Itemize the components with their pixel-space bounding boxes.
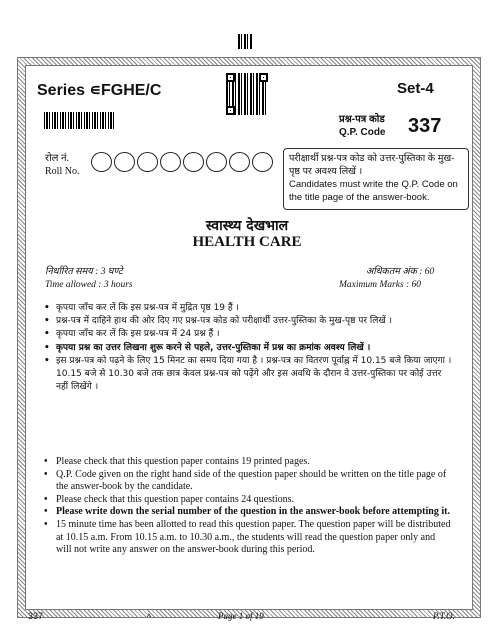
instruction-item: • कृपया जाँच कर लें कि इस प्रश्न-पत्र में 24 प्रश्न हैं । xyxy=(42,328,452,341)
candidate-note-en: Candidates must write the Q.P. Code on the title page of the answer-book. xyxy=(289,179,458,203)
series-code: ∊FGHE/C xyxy=(89,82,162,99)
roll-label-hi: रोल नं. xyxy=(45,153,70,164)
roll-box-3[interactable] xyxy=(137,152,158,172)
instruction-item: • Please write down the serial number of the question in the answer-book before attempting it. xyxy=(42,506,452,519)
footer-pto: P.T.O. xyxy=(433,611,455,621)
roll-box-1[interactable] xyxy=(91,152,112,172)
roll-box-7[interactable] xyxy=(229,152,250,172)
qp-code-label-en: Q.P. Code xyxy=(339,127,386,138)
time-allowed-en: Time allowed : 3 hours xyxy=(45,280,133,290)
roll-box-5[interactable] xyxy=(183,152,204,172)
instruction-item: • कृपया जाँच कर लें कि इस प्रश्न-पत्र में मुद्रित पृष्ठ 19 हैं । xyxy=(42,302,452,315)
instructions-hindi xyxy=(42,302,452,394)
roll-box-2[interactable] xyxy=(114,152,135,172)
series-label: Series ∊FGHE/C xyxy=(37,82,162,99)
roll-label-en: Roll No. xyxy=(45,166,80,177)
roll-number-label xyxy=(45,152,79,178)
subject-title-en: HEALTH CARE xyxy=(192,234,302,250)
instruction-item: • प्रश्न-पत्र में दाहिने हाथ की ओर दिए गए प्रश्न-पत्र कोड को परीक्षार्थी उत्तर-पुस्तिका के मुख-पृष्ठ पर लिखें । xyxy=(42,315,452,328)
top-qr-code xyxy=(238,34,253,49)
set-number: Set-4 xyxy=(397,80,434,97)
footer-code: 337 xyxy=(28,611,44,621)
instructions-english xyxy=(42,456,452,557)
instruction-item: • Q.P. Code given on the right hand side of the question paper should be written on the title page of the answer-book by the candidate. xyxy=(42,469,452,494)
barcode xyxy=(44,112,114,129)
candidate-note-box xyxy=(283,148,469,210)
instruction-item: • Please check that this question paper contains 24 questions. xyxy=(42,494,452,507)
roll-box-8[interactable] xyxy=(252,152,273,172)
qp-code-label xyxy=(339,113,386,139)
instruction-item: • Please check that this question paper contains 19 printed pages. xyxy=(42,456,452,469)
max-marks-hi: अधिकतम अंक : 60 xyxy=(366,267,435,277)
footer-mark: ^ xyxy=(147,612,152,622)
qp-code-label-hi: प्रश्न-पत्र कोड xyxy=(339,114,385,125)
instruction-item: • कृपया प्रश्न का उत्तर लिखना शुरू करने से पहले, उत्तर-पुस्तिका में प्रश्न का क्रमांक अवश्य लिखें । xyxy=(42,342,452,355)
qp-code-number: 337 xyxy=(408,115,442,137)
instruction-item: • 15 minute time has been allotted to read this question paper. The question paper will be distributed at 10.15 a.m. From 10.15 a.m. to 10.30 a.m., the students will read the question paper only and will not write any answer on the answer-book during this period. xyxy=(42,519,452,557)
time-allowed-hi: निर्धारित समय : 3 घण्टे xyxy=(45,267,123,277)
footer-page-number: Page 1 of 19 xyxy=(218,611,264,621)
main-qr-code xyxy=(226,73,268,115)
max-marks-en: Maximum Marks : 60 xyxy=(339,280,422,290)
candidate-note-hi: परीक्षार्थी प्रश्न-पत्र कोड को उत्तर-पुस्तिका के मुख-पृष्ठ पर अवश्य लिखें । xyxy=(289,153,455,177)
subject-title-hi: स्वास्थ्य देखभाल xyxy=(205,218,289,234)
instruction-item: • इस प्रश्न-पत्र को पढ़ने के लिए 15 मिनट का समय दिया गया है । प्रश्न-पत्र का वितरण पूर्वाह्न में 10.15 बजे किया जाएगा । 10.15 बजे से 10.30 बजे तक छात्र केवल प्रश्न-पत्र को पढ़ेंगे और इस अवधि के दौरान वे उत्तर-पुस्तिका पर कोई उत्तर नहीं लिखेंगे । xyxy=(42,355,452,395)
roll-box-4[interactable] xyxy=(160,152,181,172)
roll-box-6[interactable] xyxy=(206,152,227,172)
